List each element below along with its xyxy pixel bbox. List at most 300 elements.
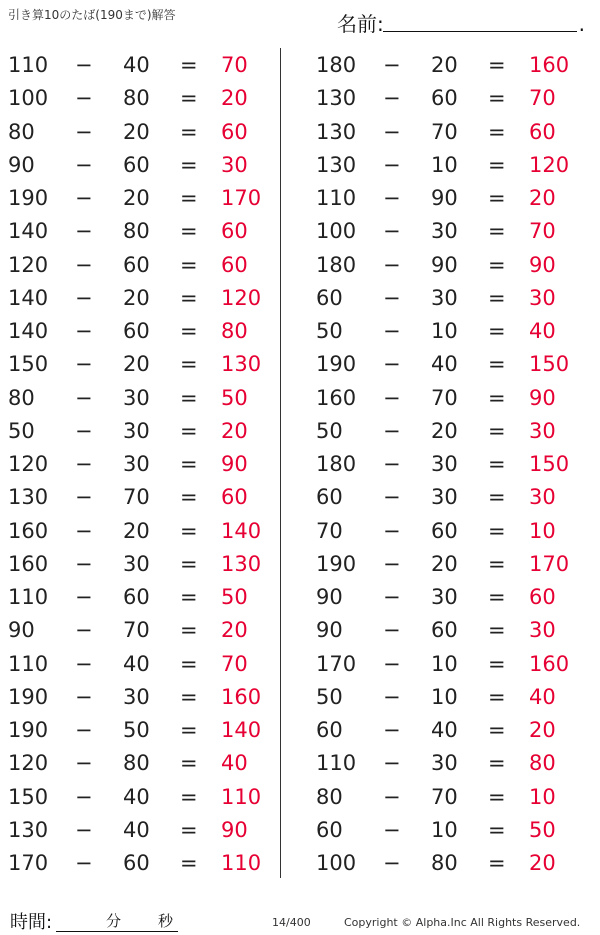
- minus-sign: −: [75, 352, 93, 376]
- equals-sign: =: [180, 53, 198, 77]
- answer: 50: [221, 585, 248, 609]
- answer: 20: [221, 419, 248, 443]
- minus-sign: −: [383, 419, 401, 443]
- answer: 140: [221, 519, 262, 543]
- minuend: 170: [316, 652, 357, 676]
- subtrahend: 20: [123, 286, 150, 310]
- minus-sign: −: [75, 452, 93, 476]
- minuend: 110: [316, 751, 357, 775]
- problem-row: [316, 348, 586, 381]
- minus-sign: −: [75, 685, 93, 709]
- minuend: 130: [8, 485, 49, 509]
- problem-row: [316, 448, 586, 481]
- equals-sign: =: [488, 386, 506, 410]
- equals-sign: =: [488, 585, 506, 609]
- minuend: 100: [8, 86, 49, 110]
- equals-sign: =: [180, 86, 198, 110]
- problem-row: [8, 448, 278, 481]
- problem-row: [8, 82, 278, 115]
- minus-sign: −: [383, 352, 401, 376]
- problem-row: [8, 481, 278, 514]
- subtrahend: 70: [431, 386, 458, 410]
- problem-row: [8, 348, 278, 381]
- problem-row: [8, 847, 278, 880]
- minus-sign: −: [75, 618, 93, 642]
- minus-sign: −: [75, 751, 93, 775]
- subtrahend: 40: [431, 352, 458, 376]
- minuend: 160: [8, 519, 49, 543]
- equals-sign: =: [488, 286, 506, 310]
- subtrahend: 60: [123, 253, 150, 277]
- problem-row: [316, 249, 586, 282]
- minuend: 190: [8, 685, 49, 709]
- answer: 140: [221, 718, 262, 742]
- minus-sign: −: [383, 652, 401, 676]
- answer: 30: [529, 618, 556, 642]
- time-label: 時間:: [10, 912, 53, 933]
- subtrahend: 60: [123, 319, 150, 343]
- equals-sign: =: [180, 253, 198, 277]
- subtrahend: 20: [123, 519, 150, 543]
- answer: 20: [221, 618, 248, 642]
- name-period: .: [578, 12, 585, 36]
- subtrahend: 10: [431, 652, 458, 676]
- problem-row: [8, 581, 278, 614]
- problem-row: [8, 215, 278, 248]
- equals-sign: =: [488, 519, 506, 543]
- subtrahend: 90: [431, 186, 458, 210]
- answer: 160: [529, 53, 570, 77]
- subtrahend: 60: [123, 585, 150, 609]
- minuend: 80: [8, 120, 35, 144]
- minus-sign: −: [383, 618, 401, 642]
- subtrahend: 60: [123, 851, 150, 875]
- problem-row: [316, 714, 586, 747]
- subtrahend: 30: [431, 585, 458, 609]
- answer: 50: [529, 818, 556, 842]
- page-number: 14/400: [272, 916, 311, 929]
- subtrahend: 30: [431, 219, 458, 243]
- answer: 80: [529, 751, 556, 775]
- minus-sign: −: [383, 319, 401, 343]
- equals-sign: =: [488, 685, 506, 709]
- problem-row: [8, 614, 278, 647]
- minus-sign: −: [383, 585, 401, 609]
- minuend: 130: [8, 818, 49, 842]
- minus-sign: −: [383, 751, 401, 775]
- equals-sign: =: [180, 552, 198, 576]
- answer: 110: [221, 851, 262, 875]
- minuend: 60: [316, 485, 343, 509]
- answer: 20: [529, 186, 556, 210]
- problem-row: [316, 814, 586, 847]
- subtrahend: 20: [431, 552, 458, 576]
- answer: 10: [529, 785, 556, 809]
- subtrahend: 60: [431, 519, 458, 543]
- minus-sign: −: [75, 552, 93, 576]
- minus-sign: −: [383, 519, 401, 543]
- problem-row: [316, 215, 586, 248]
- equals-sign: =: [180, 419, 198, 443]
- minus-sign: −: [383, 120, 401, 144]
- problem-row: [316, 49, 586, 82]
- minuend: 140: [8, 219, 49, 243]
- answer: 30: [529, 286, 556, 310]
- minus-sign: −: [75, 120, 93, 144]
- minus-sign: −: [383, 552, 401, 576]
- minus-sign: −: [75, 319, 93, 343]
- answer: 60: [221, 253, 248, 277]
- equals-sign: =: [180, 352, 198, 376]
- minuend: 180: [316, 253, 357, 277]
- equals-sign: =: [180, 286, 198, 310]
- subtrahend: 50: [123, 718, 150, 742]
- equals-sign: =: [488, 153, 506, 177]
- equals-sign: =: [488, 53, 506, 77]
- problem-row: [316, 847, 586, 880]
- equals-sign: =: [180, 818, 198, 842]
- answer: 120: [529, 153, 570, 177]
- equals-sign: =: [488, 352, 506, 376]
- equals-sign: =: [180, 851, 198, 875]
- subtrahend: 40: [123, 785, 150, 809]
- minus-sign: −: [75, 718, 93, 742]
- answer: 20: [221, 86, 248, 110]
- minuend: 50: [316, 419, 343, 443]
- problem-row: [316, 116, 586, 149]
- minus-sign: −: [75, 53, 93, 77]
- equals-sign: =: [180, 652, 198, 676]
- problem-row: [8, 515, 278, 548]
- minuend: 190: [8, 718, 49, 742]
- subtrahend: 70: [123, 485, 150, 509]
- worksheet-title: 引き算10のたば(190まで)解答: [8, 8, 176, 22]
- minus-sign: −: [75, 253, 93, 277]
- problem-row: [8, 681, 278, 714]
- problem-row: [316, 415, 586, 448]
- answer: 120: [221, 286, 262, 310]
- minuend: 130: [316, 153, 357, 177]
- answer: 60: [221, 485, 248, 509]
- minuend: 90: [316, 585, 343, 609]
- minuend: 80: [8, 386, 35, 410]
- minuend: 160: [8, 552, 49, 576]
- subtrahend: 40: [123, 652, 150, 676]
- answer: 130: [221, 352, 262, 376]
- minuend: 150: [8, 352, 49, 376]
- minuend: 90: [8, 618, 35, 642]
- problem-row: [316, 315, 586, 348]
- answer: 40: [529, 319, 556, 343]
- equals-sign: =: [180, 386, 198, 410]
- answer: 60: [529, 585, 556, 609]
- column-divider: [280, 48, 281, 878]
- answer: 80: [221, 319, 248, 343]
- equals-sign: =: [180, 751, 198, 775]
- answer: 30: [529, 419, 556, 443]
- answer: 70: [221, 652, 248, 676]
- minuend: 190: [316, 352, 357, 376]
- name-field[interactable]: [337, 8, 587, 34]
- subtrahend: 30: [431, 286, 458, 310]
- equals-sign: =: [180, 785, 198, 809]
- minuend: 170: [8, 851, 49, 875]
- answer: 70: [529, 86, 556, 110]
- problem-row: [316, 581, 586, 614]
- minus-sign: −: [75, 153, 93, 177]
- problem-row: [316, 648, 586, 681]
- subtrahend: 70: [431, 785, 458, 809]
- minuend: 150: [8, 785, 49, 809]
- minus-sign: −: [75, 485, 93, 509]
- minus-sign: −: [75, 519, 93, 543]
- minuend: 190: [316, 552, 357, 576]
- equals-sign: =: [488, 785, 506, 809]
- minuend: 80: [316, 785, 343, 809]
- equals-sign: =: [180, 120, 198, 144]
- answer: 70: [529, 219, 556, 243]
- answer: 160: [529, 652, 570, 676]
- minus-sign: −: [75, 652, 93, 676]
- problem-row: [8, 548, 278, 581]
- minus-sign: −: [383, 851, 401, 875]
- equals-sign: =: [180, 319, 198, 343]
- minus-sign: −: [383, 253, 401, 277]
- answer: 70: [221, 53, 248, 77]
- equals-sign: =: [488, 219, 506, 243]
- problem-row: [316, 681, 586, 714]
- problem-row: [8, 714, 278, 747]
- answer: 160: [221, 685, 262, 709]
- minus-sign: −: [75, 186, 93, 210]
- minus-sign: −: [75, 818, 93, 842]
- problem-row: [8, 814, 278, 847]
- problem-row: [8, 249, 278, 282]
- problem-row: [316, 781, 586, 814]
- answer: 90: [221, 452, 248, 476]
- minuend: 100: [316, 219, 357, 243]
- minus-sign: −: [75, 419, 93, 443]
- subtrahend: 30: [431, 485, 458, 509]
- equals-sign: =: [180, 452, 198, 476]
- time-underline: [56, 931, 178, 932]
- minuend: 130: [316, 86, 357, 110]
- minus-sign: −: [383, 818, 401, 842]
- minus-sign: −: [383, 685, 401, 709]
- minuend: 190: [8, 186, 49, 210]
- subtrahend: 20: [431, 419, 458, 443]
- equals-sign: =: [488, 652, 506, 676]
- copyright-notice: Copyright © Alpha.Inc All Rights Reserved.: [344, 916, 581, 929]
- subtrahend: 80: [123, 751, 150, 775]
- answer: 30: [529, 485, 556, 509]
- minuend: 110: [8, 585, 49, 609]
- minuend: 60: [316, 818, 343, 842]
- minuend: 60: [316, 286, 343, 310]
- subtrahend: 10: [431, 818, 458, 842]
- problem-row: [8, 382, 278, 415]
- answer: 40: [221, 751, 248, 775]
- answer: 170: [529, 552, 570, 576]
- equals-sign: =: [180, 618, 198, 642]
- equals-sign: =: [180, 485, 198, 509]
- minuend: 50: [8, 419, 35, 443]
- answer: 50: [221, 386, 248, 410]
- answer: 60: [529, 120, 556, 144]
- minuend: 60: [316, 718, 343, 742]
- minuend: 90: [8, 153, 35, 177]
- minutes-label: 分: [106, 912, 122, 930]
- problem-row: [8, 781, 278, 814]
- subtrahend: 20: [123, 120, 150, 144]
- answer: 60: [221, 120, 248, 144]
- minus-sign: −: [383, 53, 401, 77]
- minuend: 110: [8, 53, 49, 77]
- subtrahend: 70: [431, 120, 458, 144]
- subtrahend: 90: [431, 253, 458, 277]
- subtrahend: 20: [123, 186, 150, 210]
- subtrahend: 30: [431, 452, 458, 476]
- problem-row: [316, 182, 586, 215]
- answer: 30: [221, 153, 248, 177]
- equals-sign: =: [488, 253, 506, 277]
- equals-sign: =: [488, 319, 506, 343]
- minus-sign: −: [75, 851, 93, 875]
- subtrahend: 30: [123, 386, 150, 410]
- equals-sign: =: [180, 685, 198, 709]
- minus-sign: −: [75, 86, 93, 110]
- problem-row: [316, 149, 586, 182]
- subtrahend: 20: [123, 352, 150, 376]
- answer: 150: [529, 352, 570, 376]
- subtrahend: 70: [123, 618, 150, 642]
- problem-row: [8, 315, 278, 348]
- answer: 20: [529, 851, 556, 875]
- minus-sign: −: [383, 186, 401, 210]
- problem-row: [316, 515, 586, 548]
- equals-sign: =: [488, 818, 506, 842]
- problem-row: [8, 415, 278, 448]
- problem-row: [316, 614, 586, 647]
- answer: 110: [221, 785, 262, 809]
- equals-sign: =: [488, 120, 506, 144]
- minuend: 120: [8, 452, 49, 476]
- answer: 90: [221, 818, 248, 842]
- minus-sign: −: [383, 785, 401, 809]
- problem-row: [316, 481, 586, 514]
- time-field[interactable]: [10, 908, 270, 932]
- answer: 170: [221, 186, 262, 210]
- minus-sign: −: [383, 386, 401, 410]
- equals-sign: =: [488, 718, 506, 742]
- minuend: 110: [316, 186, 357, 210]
- subtrahend: 30: [123, 419, 150, 443]
- minus-sign: −: [383, 86, 401, 110]
- subtrahend: 60: [123, 153, 150, 177]
- problem-row: [8, 747, 278, 780]
- minus-sign: −: [75, 386, 93, 410]
- name-label: 名前:: [337, 12, 384, 36]
- answer: 20: [529, 718, 556, 742]
- subtrahend: 80: [123, 86, 150, 110]
- equals-sign: =: [488, 485, 506, 509]
- problem-row: [316, 382, 586, 415]
- answer: 150: [529, 452, 570, 476]
- answer: 60: [221, 219, 248, 243]
- problem-row: [8, 282, 278, 315]
- subtrahend: 10: [431, 685, 458, 709]
- problem-row: [316, 747, 586, 780]
- problem-row: [316, 82, 586, 115]
- minuend: 100: [316, 851, 357, 875]
- problem-row: [316, 282, 586, 315]
- equals-sign: =: [488, 751, 506, 775]
- subtrahend: 80: [123, 219, 150, 243]
- minuend: 160: [316, 386, 357, 410]
- equals-sign: =: [488, 618, 506, 642]
- subtrahend: 40: [123, 53, 150, 77]
- seconds-label: 秒: [158, 912, 174, 930]
- equals-sign: =: [180, 718, 198, 742]
- minuend: 140: [8, 319, 49, 343]
- problem-row: [8, 182, 278, 215]
- equals-sign: =: [180, 153, 198, 177]
- subtrahend: 80: [431, 851, 458, 875]
- subtrahend: 60: [431, 86, 458, 110]
- problem-row: [8, 648, 278, 681]
- subtrahend: 30: [431, 751, 458, 775]
- minus-sign: −: [383, 452, 401, 476]
- subtrahend: 60: [431, 618, 458, 642]
- name-underline: [383, 31, 577, 32]
- equals-sign: =: [488, 186, 506, 210]
- answer: 40: [529, 685, 556, 709]
- minus-sign: −: [383, 153, 401, 177]
- subtrahend: 30: [123, 685, 150, 709]
- minuend: 140: [8, 286, 49, 310]
- equals-sign: =: [488, 419, 506, 443]
- answer: 90: [529, 253, 556, 277]
- subtrahend: 20: [431, 53, 458, 77]
- answer: 90: [529, 386, 556, 410]
- minuend: 180: [316, 452, 357, 476]
- minuend: 50: [316, 685, 343, 709]
- equals-sign: =: [180, 219, 198, 243]
- equals-sign: =: [488, 86, 506, 110]
- subtrahend: 30: [123, 452, 150, 476]
- minuend: 70: [316, 519, 343, 543]
- equals-sign: =: [180, 519, 198, 543]
- problem-row: [8, 116, 278, 149]
- equals-sign: =: [180, 585, 198, 609]
- minus-sign: −: [75, 286, 93, 310]
- minuend: 130: [316, 120, 357, 144]
- minuend: 120: [8, 751, 49, 775]
- equals-sign: =: [180, 186, 198, 210]
- subtrahend: 10: [431, 319, 458, 343]
- minuend: 50: [316, 319, 343, 343]
- problem-row: [8, 49, 278, 82]
- equals-sign: =: [488, 552, 506, 576]
- minuend: 110: [8, 652, 49, 676]
- minuend: 90: [316, 618, 343, 642]
- problem-row: [8, 149, 278, 182]
- minuend: 180: [316, 53, 357, 77]
- answer: 10: [529, 519, 556, 543]
- subtrahend: 40: [431, 718, 458, 742]
- answer: 130: [221, 552, 262, 576]
- minus-sign: −: [75, 219, 93, 243]
